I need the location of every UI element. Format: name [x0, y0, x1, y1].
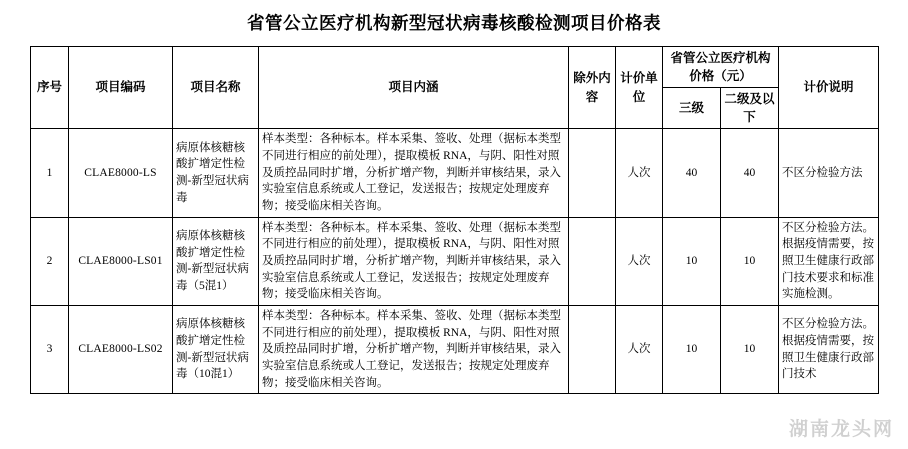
cell-content: 样本类型：各种标本。样本采集、签收、处理（据标本类型不同进行相应的前处理），提取模板 RNA，与阴、阳性对照及质控品同时扩增，分析扩增产物，判断并审核结果，录入实验室信息系统或人工登记，发送报告；按规定处理废弃物；接受临床相关咨询。 — [259, 217, 569, 305]
cell-name: 病原体核糖核酸扩增定性检测-新型冠状病毒（5混1） — [173, 217, 259, 305]
header-except: 除外内容 — [569, 46, 616, 129]
cell-seq: 2 — [31, 217, 69, 305]
cell-except — [569, 129, 616, 217]
cell-except — [569, 217, 616, 305]
header-price-group: 省管公立医疗机构价格（元） — [663, 46, 779, 87]
cell-unit: 人次 — [616, 305, 663, 393]
cell-price-level3: 10 — [663, 305, 721, 393]
header-price-level2: 二级及以下 — [721, 88, 779, 129]
cell-price-level3: 40 — [663, 129, 721, 217]
price-table — [30, 46, 879, 395]
cell-price-level2: 40 — [721, 129, 779, 217]
cell-code: CLAE8000-LS01 — [69, 217, 173, 305]
cell-note: 不区分检验方法。根据疫情需要，按照卫生健康行政部门技术要求和标准实施检测。 — [779, 217, 879, 305]
header-price-level3: 三级 — [663, 88, 721, 129]
table-header-row — [31, 46, 879, 87]
cell-code: CLAE8000-LS — [69, 129, 173, 217]
cell-except — [569, 305, 616, 393]
cell-name: 病原体核糖核酸扩增定性检测-新型冠状病毒 — [173, 129, 259, 217]
cell-price-level2: 10 — [721, 217, 779, 305]
cell-content: 样本类型：各种标本。样本采集、签收、处理（据标本类型不同进行相应的前处理），提取模板 RNA，与阴、阳性对照及质控品同时扩增，分析扩增产物，判断并审核结果，录入实验室信息系统或人工登记，发送报告；按规定处理废弃物；接受临床相关咨询。 — [259, 305, 569, 393]
cell-seq: 1 — [31, 129, 69, 217]
cell-unit: 人次 — [616, 129, 663, 217]
cell-content: 样本类型：各种标本。样本采集、签收、处理（据标本类型不同进行相应的前处理），提取模板 RNA，与阴、阳性对照及质控品同时扩增，分析扩增产物，判断并审核结果，录入实验室信息系统或人工登记，发送报告；按规定处理废弃物；接受临床相关咨询。 — [259, 129, 569, 217]
cell-code: CLAE8000-LS02 — [69, 305, 173, 393]
table-row — [31, 217, 879, 305]
cell-price-level2: 10 — [721, 305, 779, 393]
header-seq: 序号 — [31, 46, 69, 129]
watermark: 湖南龙头网 — [788, 419, 894, 440]
cell-name: 病原体核糖核酸扩增定性检测-新型冠状病毒（10混1） — [173, 305, 259, 393]
header-unit: 计价单位 — [616, 46, 663, 129]
header-note: 计价说明 — [779, 46, 879, 129]
page-title: 省管公立医疗机构新型冠状病毒核酸检测项目价格表 — [247, 13, 661, 33]
header-name: 项目名称 — [173, 46, 259, 129]
cell-seq: 3 — [31, 305, 69, 393]
table-row — [31, 305, 879, 393]
cell-unit: 人次 — [616, 217, 663, 305]
header-code: 项目编码 — [69, 46, 173, 129]
cell-note: 不区分检验方法 — [779, 129, 879, 217]
header-content: 项目内涵 — [259, 46, 569, 129]
cell-price-level3: 10 — [663, 217, 721, 305]
table-row — [31, 129, 879, 217]
cell-note: 不区分检验方法。根据疫情需要，按照卫生健康行政部门技术 — [779, 305, 879, 393]
